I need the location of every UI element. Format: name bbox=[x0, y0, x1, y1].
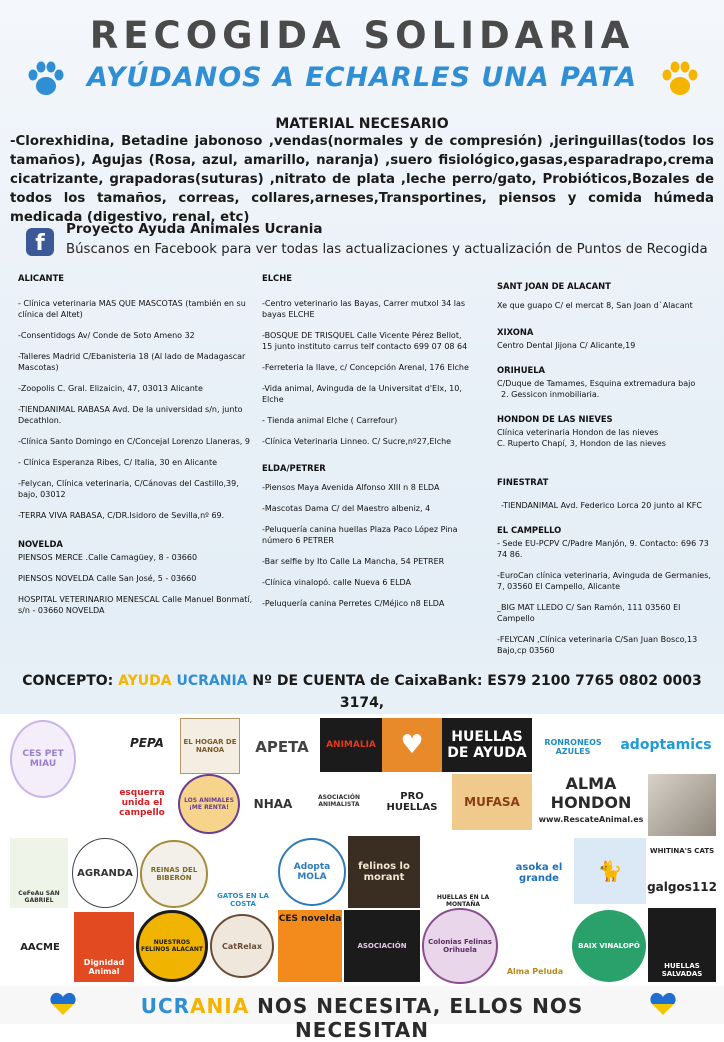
logo-asociacion-animalista: ASOCIACIÓN ANIMALISTA bbox=[317, 794, 361, 808]
list-item: 2. Gessicon inmobiliaria. bbox=[501, 390, 600, 399]
heart-icon: ♥ bbox=[382, 718, 442, 772]
list-item: -Ferreteria la llave, c/ Concepción Arenal, 176 Elche bbox=[262, 363, 469, 372]
heading-alicante: ALICANTE bbox=[18, 273, 65, 283]
logo-los-animales-me-renta: LOS ANIMALES ¡ME RENTA! bbox=[178, 774, 240, 834]
logo-nhaa: NHAA bbox=[253, 797, 293, 811]
ukraine-heart-icon bbox=[650, 992, 676, 1016]
list-item: -Peluquería canina Perretes C/Méjico n8 ELDA bbox=[262, 599, 445, 608]
logo-spa-bain-vinalopo: BAIX VINALOPÓ bbox=[572, 910, 646, 982]
logo-alma-hondon: ALMA HONDON bbox=[550, 774, 632, 812]
list-item: -Consentidogs Av/ Conde de Soto Ameno 32 bbox=[18, 331, 195, 340]
logo-asoka: asoka el grande bbox=[515, 862, 563, 884]
list-item: - Tienda animal Elche ( Carrefour) bbox=[262, 416, 398, 425]
logo-asociacion-felina: ASOCIACIÓN bbox=[344, 910, 420, 982]
footer-slogan bbox=[82, 994, 642, 1042]
logo-ces-novelda: CES novelda bbox=[278, 910, 342, 982]
heading-novelda: NOVELDA bbox=[18, 539, 63, 549]
list-item: -TIENDANIMAL RABASA Avd. De la universidad s/n, junto Decathlon. bbox=[18, 405, 243, 425]
list-item: -Clínica Santo Domingo en C/Concejal Lorenzo Llaneras, 9 bbox=[18, 437, 250, 446]
logo-catrelax: CatRelax bbox=[210, 914, 274, 978]
material-title: MATERIAL NECESARIO bbox=[275, 116, 449, 132]
facebook-icon[interactable]: f bbox=[26, 228, 54, 256]
list-item: - Clínica Esperanza Ribes, C/ Italia, 30 en Alicante bbox=[18, 458, 218, 467]
footer-ania: ANIA bbox=[190, 994, 250, 1018]
heading-sant-joan: SANT JOAN DE ALACANT bbox=[497, 281, 611, 291]
logo-huellas-de-ayuda: HUELLAS DE AYUDA bbox=[442, 718, 532, 772]
logo-mufasa: MUFASA bbox=[452, 774, 532, 830]
list-item: HOSPITAL VETERINARIO MENESCAL Calle Manuel Bonmatí, s/n - 03660 NOVELDA bbox=[18, 595, 253, 615]
list-item: -Piensos Maya Avenida Alfonso XIII n 8 ELDA bbox=[262, 483, 440, 492]
list-item: -EuroCan clínica veterinaria, Avinguda de Germanies, 7, 03560 El Campello, Alicante bbox=[497, 571, 711, 591]
logo-huella-salvadas: HUELLAS SALVADAS bbox=[648, 908, 716, 982]
page-title: RECOGIDA SOLIDARIA bbox=[89, 14, 635, 57]
list-item: -Centro veterinario las Bayas, Carrer mutxol 34 las bayas ELCHE bbox=[262, 299, 466, 319]
logo-galgos112: galgos112 bbox=[647, 880, 717, 894]
list-item: _BIG MAT LLEDO C/ San Ramón, 111 03560 El Campello bbox=[497, 603, 681, 623]
heading-finestrat: FINESTRAT bbox=[497, 477, 549, 487]
logo-huellas-en-la-montana: HUELLAS EN LA MONTAÑA bbox=[436, 894, 490, 908]
list-item: PIENSOS MERCE .Calle Camagüey, 8 - 03660 bbox=[18, 553, 198, 562]
logo-adopta-mola: Adopta MOLA bbox=[278, 838, 346, 906]
logo-cefeau: CeFeAu SAN GABRIEL bbox=[10, 838, 68, 908]
logo-felinos-lo-morant: felinos lo morant bbox=[348, 836, 420, 908]
list-item: -BOSQUE DE TRISQUEL Calle Vicente Pérez Bellot, 15 junto instituto carrus telf contacto 699 07 08 64 bbox=[262, 331, 468, 351]
logo-adoptamics: adoptamics bbox=[620, 737, 712, 753]
list-item: -FELYCAN ,Clínica veterinaria C/San Juan Bosco,13 Bajo,cp 03560 bbox=[497, 635, 698, 655]
logo-ronronejos-azules: RONRONEOS AZULES bbox=[544, 738, 602, 756]
list-item: -Bar selfie by Ito Calle La Mancha, 54 PETRER bbox=[262, 557, 445, 566]
list-item: - Clínica veterinaria MAS QUE MASCOTAS (también en su clínica del Altet) bbox=[18, 299, 246, 319]
list-item: - Sede EU-PCPV C/Padre Manjón, 9. Contacto: 696 73 74 86. bbox=[497, 539, 709, 559]
list-item: -Talleres Madrid C/Ebanisteria 18 (Al lado de Madagascar Mascotas) bbox=[18, 352, 246, 372]
list-item: C/Duque de Tamames, Esquina extremadura bajo bbox=[497, 379, 696, 388]
logo-dignidad-animal: Dignidad Animal bbox=[74, 912, 134, 982]
heading-xixona: XIXONA bbox=[497, 327, 534, 337]
footer-ucr: UCR bbox=[140, 994, 191, 1018]
heading-elda-petrer: ELDA/PETRER bbox=[262, 463, 326, 473]
logo-aacme: AACME bbox=[20, 941, 60, 953]
column-elche bbox=[262, 273, 472, 619]
facebook-text: Búscanos en Facebook para ver todas las actualizaciones y actualización de Puntos de Recogida bbox=[66, 242, 708, 257]
facebook-page-name[interactable]: Proyecto Ayuda Animales Ucrania bbox=[66, 221, 323, 237]
heading-hondon: HONDON DE LAS NIEVES bbox=[497, 414, 613, 424]
list-item: -Mascotas Dama C/ del Maestro albeniz, 4 bbox=[262, 504, 431, 513]
concept-ayuda: AYUDA bbox=[118, 673, 177, 689]
list-item: -Zoopolis C. Gral. Elizaicin, 47, 03013 Alicante bbox=[18, 384, 203, 393]
footer-rest: NOS NECESITA, ELLOS NOS NECESITAN bbox=[249, 994, 584, 1042]
logo-rescate-animal: www.RescateAnimal.es bbox=[538, 814, 644, 824]
cat-photo bbox=[648, 774, 716, 836]
logo-pro-huellas: PRO HUELLAS bbox=[386, 791, 438, 813]
logo-colonias-felinas-orihuela: Colonias Felinas Orihuela bbox=[422, 908, 498, 984]
logo-animalia: ANIMALIA bbox=[320, 718, 382, 772]
logo-alma-peluda: Alma Peluda bbox=[506, 967, 564, 976]
list-item: Centro Dental Jijona C/ Alicante,19 bbox=[497, 341, 636, 350]
logo-pepa: PEPA bbox=[130, 736, 164, 750]
list-item: -Peluquería canina huellas Plaza Paco López Pina número 6 PETRER bbox=[262, 525, 458, 545]
material-list: -Clorexhidina, Betadine jabonoso ,vendas(normales y de compresión) ,jeringuillas(todos los tamaños), Agujas (Rosa, azul, amarillo, naranja) ,suero fisiológico,gasas,esparadrapo,crema cicatrizante, grapadoras(suturas) ,nitrato de plata ,leche perro/gato, Probióticos,Bozales de todos los tamaños, correas, collares,arneses,Transportines, piensos y comida húmeda medicada (digestivo, renal, etc) bbox=[10, 134, 714, 225]
logo-apeta: APETA bbox=[255, 738, 309, 756]
list-item: -Felycan, Clínica veterinaria, C/Cánovas del Castillo,39, bajo, 03012 bbox=[18, 479, 239, 499]
logo-agranda: AGRANDA bbox=[72, 838, 138, 908]
list-item: -TIENDANIMAL Avd. Federico Lorca 20 junto al KFC bbox=[501, 501, 702, 510]
list-item: Clínica veterinaria Hondon de las nieves bbox=[497, 428, 659, 437]
logo-whitinas-cats: WHITINA'S CATS bbox=[649, 847, 715, 855]
heading-orihuela: ORIHUELA bbox=[497, 365, 546, 375]
list-item: C. Ruperto Chapí, 3, Hondon de las nieves bbox=[497, 439, 666, 448]
cat-icon: 🐈 bbox=[574, 838, 646, 904]
logo-reinas-del-biberon: REINAS DEL BIBERÓN bbox=[140, 840, 208, 908]
heading-elche: ELCHE bbox=[262, 273, 292, 283]
list-item: -Vida animal, Avinguda de la Universitat d'Elx, 10, Elche bbox=[262, 384, 462, 404]
logo-hogar-de-nanoa: EL HOGAR DE NANOA bbox=[180, 718, 240, 774]
logo-ces-pet-miau: CES PET MIAU bbox=[10, 720, 76, 798]
logo-esquerra-unida: esquerra unida el campello bbox=[119, 788, 165, 818]
logo-gatos-en-la-costa: GATOS EN LA COSTA bbox=[217, 892, 269, 908]
list-item: PIENSOS NOVELDA Calle San José, 5 - 03660 bbox=[18, 574, 197, 583]
ukraine-heart-icon bbox=[50, 992, 76, 1016]
list-item: Xe que guapo C/ el mercat 8, San Joan d`Alacant bbox=[497, 301, 693, 310]
list-item: -Clínica vinalopó. calle Nueva 6 ELDA bbox=[262, 578, 412, 587]
subtitle: AYÚDANOS A ECHARLES UNA PATA bbox=[87, 62, 637, 93]
paw-icon bbox=[660, 60, 700, 98]
list-item: -Clínica Veterinaria Linneo. C/ Sucre,nº27,Elche bbox=[262, 437, 452, 446]
column-east bbox=[497, 281, 712, 666]
column-alicante bbox=[18, 273, 253, 626]
heading-el-campello: EL CAMPELLO bbox=[497, 525, 562, 535]
list-item: -TERRA VIVA RABASA, C/DR.Isidoro de Sevilla,nº 69. bbox=[18, 511, 225, 520]
concept-label: CONCEPTO: bbox=[22, 673, 119, 689]
bank-account: Nº DE CUENTA de CaixaBank: ES79 2100 7765 0802 0003 3174, bbox=[247, 673, 702, 711]
concept-ucrania: UCRANIA bbox=[176, 673, 248, 689]
logo-nuestros-felinos-alacant: NUESTROS FELINOS ALACANT bbox=[136, 910, 208, 982]
